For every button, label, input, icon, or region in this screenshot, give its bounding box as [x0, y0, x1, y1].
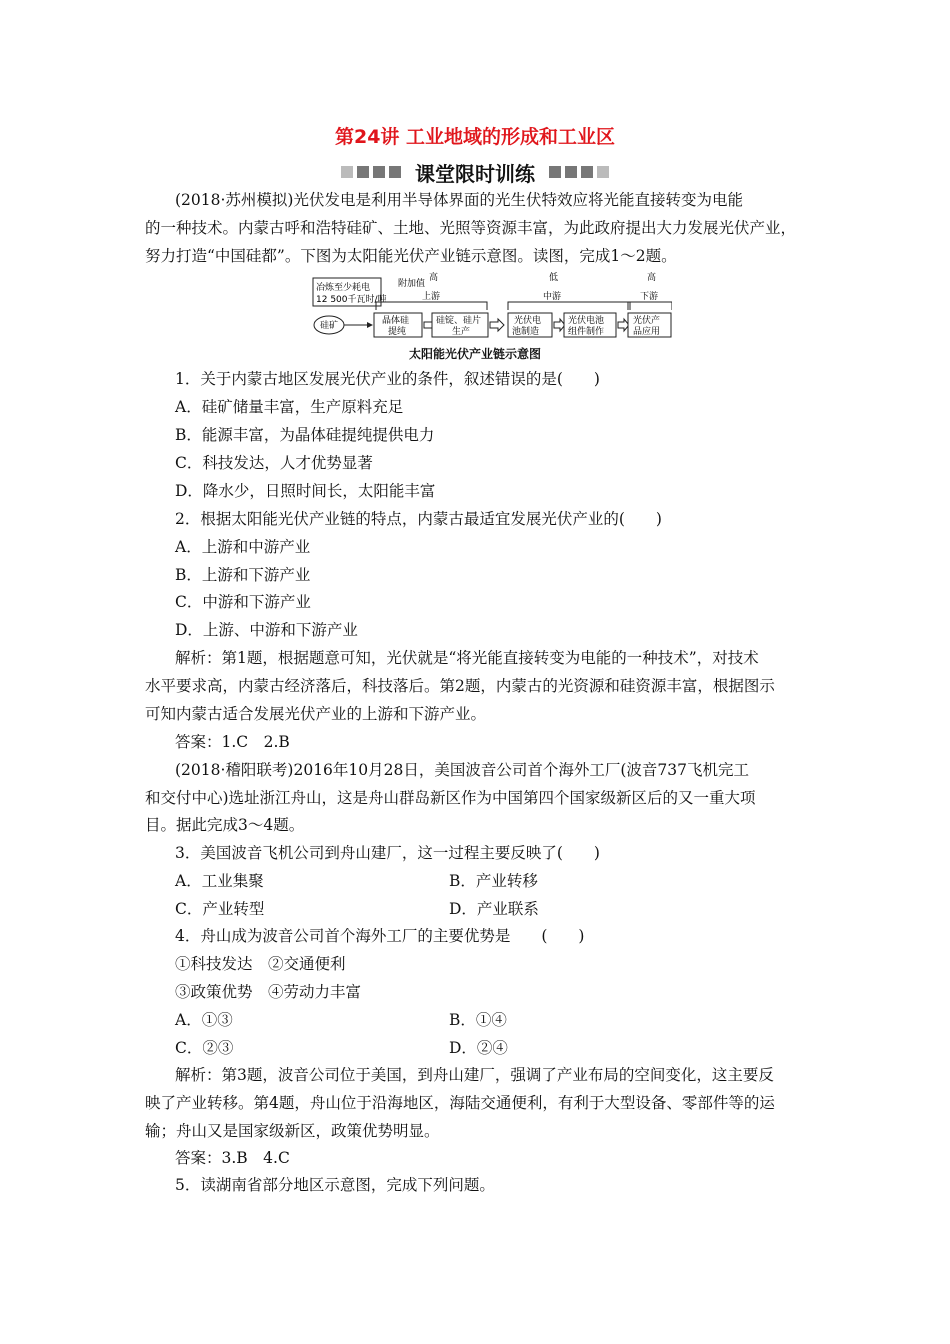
chain-box-label: 组件制作: [568, 327, 605, 337]
option: C．②③: [175, 1039, 234, 1057]
analysis-line: 输；舟山又是国家级新区，政策优势明显。: [145, 1122, 440, 1140]
intro-line: (2018·稽阳联考)2016年10月28日，美国波音公司首个海外工厂(波音737飞机完工: [175, 761, 749, 779]
banner-title: 课堂限时训练: [415, 162, 535, 186]
answer-line: 答案：3.B 4.C: [175, 1149, 290, 1167]
question-2: 2．根据太阳能光伏产业链的特点，内蒙古最适宜发展光伏产业的( ): [175, 510, 662, 528]
intro-line: 目。据此完成3～4题。: [145, 816, 305, 834]
stage-level: 高: [429, 273, 439, 283]
chain-box-label: 光伏产: [633, 316, 661, 326]
stage-level: 高: [647, 273, 657, 283]
intro-line: 和交付中心)选址浙江舟山，这是舟山群岛新区作为中国第四个国家级新区后的又一重大项: [145, 789, 756, 807]
option: C．科技发达，人才优势显著: [175, 454, 373, 472]
option: B．①④: [449, 1011, 507, 1029]
chain-box-label: 光伏电池: [568, 316, 605, 326]
question-4: 4．舟山成为波音公司首个海外工厂的主要优势是 ( ): [175, 927, 585, 945]
chain-box-label: 晶体硅: [382, 316, 410, 326]
question-1: 1．关于内蒙古地区发展光伏产业的条件，叙述错误的是( ): [175, 370, 600, 388]
option: A．上游和中游产业: [175, 538, 311, 556]
banner-squares-right: [547, 164, 611, 182]
chain-box-label: 品应用: [633, 327, 661, 337]
page-title: 第24讲 工业地域的形成和工业区: [334, 126, 616, 148]
chain-box-label: 提纯: [388, 327, 407, 337]
stage-name: 下游: [640, 292, 659, 302]
intro-line: 努力打造“中国硅都”。下图为太阳能光伏产业链示意图。读图，完成1～2题。: [145, 247, 677, 265]
option: D．产业联系: [449, 900, 539, 918]
option: D．降水少，日照时间长，太阳能丰富: [175, 482, 436, 500]
stage-name: 上游: [422, 292, 441, 302]
option: B．能源丰富，为晶体硅提纯提供电力: [175, 426, 435, 444]
option: D．上游、中游和下游产业: [175, 621, 358, 639]
option: C．产业转型: [175, 900, 265, 918]
added-value-label: 附加值: [398, 279, 426, 289]
option: B．上游和下游产业: [175, 566, 311, 584]
option: A．硅矿储量丰富，生产原料充足: [175, 398, 404, 416]
question-3: 3．美国波音飞机公司到舟山建厂，这一过程主要反映了( ): [175, 844, 600, 862]
stage-name: 中游: [543, 292, 562, 302]
section-banner: [0, 158, 950, 187]
option: D．②④: [449, 1039, 508, 1057]
banner-squares-left: [339, 164, 403, 182]
ore-label: 硅矿: [320, 321, 339, 331]
chain-box-label: 生产: [452, 327, 471, 337]
chain-box-label: 池制造: [512, 327, 540, 337]
analysis-line: 解析：第3题，波音公司位于美国，到舟山建厂，强调了产业布局的空间变化，这主要反: [175, 1066, 774, 1084]
chain-box-label: 光伏电: [514, 316, 542, 326]
note-line-2: 12 500千瓦时/吨: [316, 295, 387, 305]
q4-item-line: ③政策优势 ④劳动力丰富: [175, 983, 362, 1001]
option: A．①③: [175, 1011, 233, 1029]
intro-line: (2018·苏州模拟)光伏发电是利用半导体界面的光生伏特效应将光能直接转变为电能: [175, 191, 743, 209]
option: C．中游和下游产业: [175, 593, 311, 611]
q4-item-line: ①科技发达 ②交通便利: [175, 955, 346, 973]
intro-line: 的一种技术。内蒙古呼和浩特硅矿、土地、光照等资源丰富，为此政府提出大力发展光伏产业，: [145, 219, 797, 237]
chain-box-label: 硅锭、硅片: [436, 316, 482, 326]
analysis-line: 解析：第1题，根据题意可知，光伏就是“将光能直接转变为电能的一种技术”，对技术: [175, 649, 759, 667]
analysis-line: 可知内蒙古适合发展光伏产业的上游和下游产业。: [145, 705, 487, 723]
analysis-line: 映了产业转移。第4题，舟山位于沿海地区，海陆交通便利，有利于大型设备、零部件等的运: [145, 1094, 775, 1112]
answer-line: 答案：1.C 2.B: [175, 733, 290, 751]
option: B．产业转移: [449, 872, 538, 890]
question-5: 5．读湖南省部分地区示意图，完成下列问题。: [175, 1176, 495, 1194]
note-line-1: 冶炼至少耗电: [316, 283, 371, 293]
option: A．工业集聚: [175, 872, 264, 890]
stage-level: 低: [549, 273, 559, 283]
diagram-caption: 太阳能光伏产业链示意图: [408, 347, 541, 361]
analysis-line: 水平要求高，内蒙古经济落后，科技落后。第2题，内蒙古的光资源和硅资源丰富，根据图示: [145, 677, 775, 695]
